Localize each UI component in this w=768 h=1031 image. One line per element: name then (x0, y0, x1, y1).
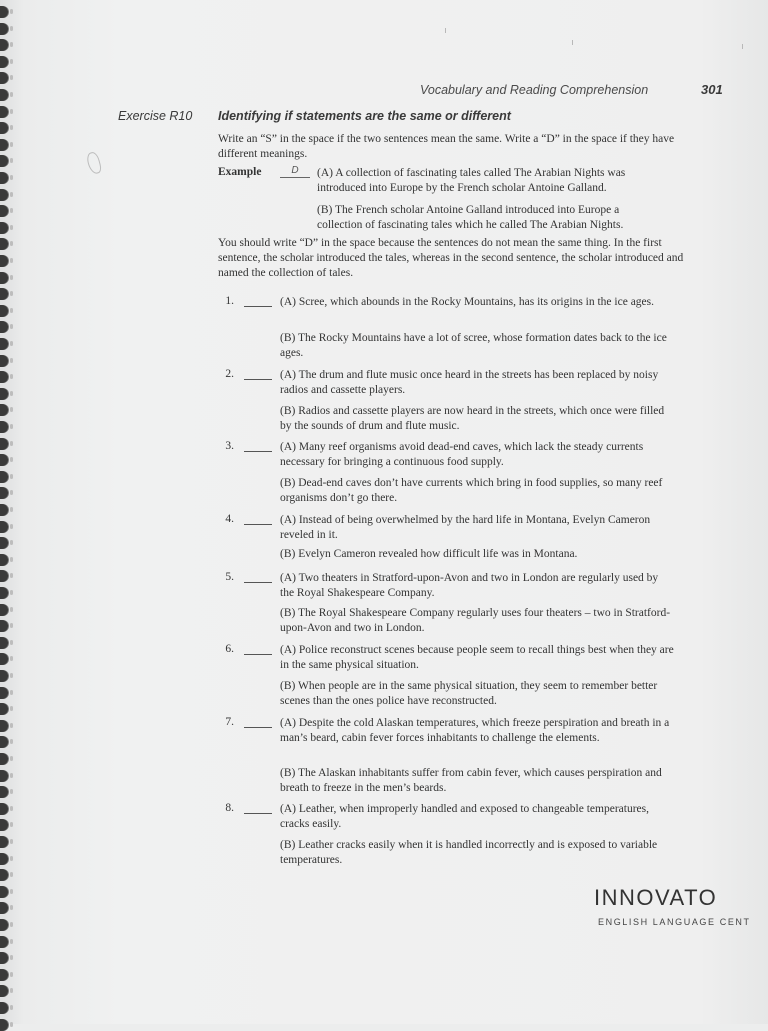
binding-ring (0, 521, 8, 533)
binding-hole (10, 1022, 13, 1027)
binding-hole (10, 175, 13, 180)
binding-hole (10, 590, 13, 595)
binding-hole (10, 839, 13, 844)
binding-hole (10, 92, 13, 97)
binding-hole (10, 922, 13, 927)
binding-hole (10, 142, 13, 147)
question-number: 3. (225, 440, 234, 452)
binding-ring (0, 952, 8, 964)
question-7-sentence-b: (B) The Alaskan inhabitants suffer from cabin fever, which causes perspiration and breath to freeze in the men’s beards. (280, 767, 662, 794)
binding-ring (0, 155, 8, 167)
binding-hole (10, 258, 13, 263)
binding-ring (0, 670, 8, 682)
scan-speck (742, 44, 743, 49)
binding-ring (0, 189, 8, 201)
binding-ring (0, 1019, 8, 1031)
binding-hole (10, 656, 13, 661)
binding-ring (0, 122, 8, 134)
binding-ring (0, 388, 8, 400)
question-4-sentence-b: (B) Evelyn Cameron revealed how difficult life was in Montana. (280, 548, 578, 560)
binding-hole (10, 374, 13, 379)
example-explanation: You should write “D” in the space because the sentences do not mean the same thing. In the first sentence, the scholar introduced the tales, whereas in the second sentence, the scholar introduced and named the collection of tales. (218, 237, 684, 279)
binding-ring (0, 703, 8, 715)
binding-ring (0, 288, 8, 300)
binding-hole (10, 773, 13, 778)
binding-hole (10, 42, 13, 47)
page-number: 301 (701, 82, 723, 97)
binding-ring (0, 985, 8, 997)
answer-blank[interactable] (244, 813, 272, 814)
binding-hole (10, 673, 13, 678)
binding-ring (0, 570, 8, 582)
binding-ring (0, 106, 8, 118)
question-1-sentence-a: (A) Scree, which abounds in the Rocky Mountains, has its origins in the ice ages. (280, 296, 654, 308)
binding-ring (0, 487, 8, 499)
binding-hole (10, 756, 13, 761)
binding-ring (0, 438, 8, 450)
binding-hole (10, 573, 13, 578)
question-5-sentence-a: (A) Two theaters in Stratford-upon-Avon and two in London are regularly used by the Royal Shakespeare Company. (280, 572, 659, 599)
binding-hole (10, 208, 13, 213)
binding-ring (0, 1002, 8, 1014)
binding-hole (10, 341, 13, 346)
binding-ring (0, 720, 8, 732)
binding-hole (10, 822, 13, 827)
binding-hole (10, 125, 13, 130)
binding-ring (0, 172, 8, 184)
binding-ring (0, 836, 8, 848)
binding-hole (10, 690, 13, 695)
binding-hole (10, 939, 13, 944)
binding-ring (0, 786, 8, 798)
binding-hole (10, 507, 13, 512)
binding-hole (10, 407, 13, 412)
binding-ring (0, 404, 8, 416)
binding-hole (10, 490, 13, 495)
question-4-sentence-a: (A) Instead of being overwhelmed by the hard life in Montana, Evelyn Cameron reveled in it. (280, 514, 651, 541)
binding-ring (0, 305, 8, 317)
binding-ring (0, 255, 8, 267)
answer-blank[interactable] (244, 379, 272, 380)
binding-ring (0, 936, 8, 948)
example-sentence-a: (A) A collection of fascinating tales called The Arabian Nights was introduced into Europe by the French scholar Antoine Galland. (317, 167, 626, 194)
brand-subtitle: ENGLISH LANGUAGE CENT (598, 917, 751, 927)
binding-hole (10, 324, 13, 329)
binding-ring (0, 853, 8, 865)
binding-hole (10, 109, 13, 114)
question-6-sentence-b: (B) When people are in the same physical situation, they seem to remember better scenes than the ones police have reconstructed. (280, 680, 658, 707)
binding-hole (10, 557, 13, 562)
binding-hole (10, 806, 13, 811)
binding-ring (0, 919, 8, 931)
binding-ring (0, 886, 8, 898)
scan-speck (572, 40, 573, 45)
binding-ring (0, 6, 8, 18)
binding-hole (10, 706, 13, 711)
binding-ring (0, 371, 8, 383)
binding-ring (0, 819, 8, 831)
question-1-sentence-b: (B) The Rocky Mountains have a lot of scree, whose formation dates back to the ice ages. (280, 332, 667, 359)
answer-blank[interactable] (244, 727, 272, 728)
binding-hole (10, 640, 13, 645)
answer-blank[interactable] (244, 582, 272, 583)
binding-ring (0, 39, 8, 51)
example-sentence-b: (B) The French scholar Antoine Galland introduced into Europe a collection of fascinating tales which he called The Arabian Nights. (317, 204, 624, 231)
exercise-instructions: Write an “S” in the space if the two sentences mean the same. Write a “D” in the space if they have different meanings. (218, 133, 675, 160)
binding-hole (10, 75, 13, 80)
binding-hole (10, 275, 13, 280)
question-7-sentence-a: (A) Despite the cold Alaskan temperatures, which freeze perspiration and breath in a man’s beard, cabin fever forces inhabitants to challenge the elements. (280, 717, 670, 744)
binding-ring (0, 587, 8, 599)
binding-ring (0, 421, 8, 433)
binding-hole (10, 26, 13, 31)
binding-ring (0, 205, 8, 217)
binding-ring (0, 321, 8, 333)
binding-hole (10, 225, 13, 230)
binding-ring (0, 454, 8, 466)
binding-hole (10, 241, 13, 246)
binding-hole (10, 441, 13, 446)
answer-blank[interactable] (244, 654, 272, 655)
binding-hole (10, 358, 13, 363)
question-number: 8. (225, 802, 234, 814)
binding-hole (10, 59, 13, 64)
binding-hole (10, 988, 13, 993)
question-2-sentence-a: (A) The drum and flute music once heard in the streets has been replaced by noisy radios and cassette players. (280, 369, 659, 396)
binding-hole (10, 889, 13, 894)
binding-hole (10, 955, 13, 960)
answer-blank[interactable] (244, 524, 272, 525)
binding-hole (10, 739, 13, 744)
question-number: 1. (225, 295, 234, 307)
scan-speck (445, 28, 446, 33)
binding-ring (0, 537, 8, 549)
binding-ring (0, 902, 8, 914)
binding-ring (0, 238, 8, 250)
question-number: 2. (225, 368, 234, 380)
binding-hole (10, 424, 13, 429)
binding-ring (0, 72, 8, 84)
running-head: Vocabulary and Reading Comprehension (420, 83, 649, 97)
binding-hole (10, 457, 13, 462)
binding-hole (10, 291, 13, 296)
binding-ring (0, 222, 8, 234)
question-8-sentence-a: (A) Leather, when improperly handled and exposed to changeable temperatures, cracks easily. (280, 803, 649, 830)
question-number: 5. (225, 571, 234, 583)
binding-ring (0, 653, 8, 665)
binding-ring (0, 272, 8, 284)
binding-ring (0, 969, 8, 981)
binding-ring (0, 620, 8, 632)
binding-hole (10, 474, 13, 479)
question-6-sentence-a: (A) Police reconstruct scenes because people seem to recall things best when they are in the same physical situation. (280, 644, 674, 671)
binding-hole (10, 789, 13, 794)
binding-hole (10, 623, 13, 628)
binding-ring (0, 736, 8, 748)
binding-ring (0, 89, 8, 101)
binding-hole (10, 158, 13, 163)
binding-ring (0, 753, 8, 765)
binding-hole (10, 872, 13, 877)
binding-ring (0, 687, 8, 699)
binding-hole (10, 524, 13, 529)
binding-ring (0, 338, 8, 350)
exercise-label: Exercise R10 (118, 109, 193, 123)
binding-hole (10, 856, 13, 861)
binding-ring (0, 23, 8, 35)
binding-ring (0, 56, 8, 68)
binding-ring (0, 770, 8, 782)
example-answer: D (280, 164, 310, 178)
binding-hole (10, 723, 13, 728)
exercise-title: Identifying if statements are the same or different (218, 109, 511, 123)
binding-hole (10, 192, 13, 197)
spiral-binding (0, 0, 14, 1024)
pencil-mark (85, 151, 102, 175)
question-number: 4. (225, 513, 234, 525)
binding-ring (0, 471, 8, 483)
binding-hole (10, 972, 13, 977)
binding-ring (0, 355, 8, 367)
question-5-sentence-b: (B) The Royal Shakespeare Company regularly uses four theaters – two in Stratford-upon-Avon and two in London. (280, 607, 671, 634)
binding-hole (10, 9, 13, 14)
answer-blank[interactable] (244, 306, 272, 307)
binding-ring (0, 803, 8, 815)
binding-ring (0, 637, 8, 649)
question-2-sentence-b: (B) Radios and cassette players are now heard in the streets, which once were filled by the sounds of drum and flute music. (280, 405, 665, 432)
question-3-sentence-b: (B) Dead-end caves don’t have currents which bring in food supplies, so many reef organisms don’t go there. (280, 477, 663, 504)
example-label: Example (218, 166, 262, 178)
binding-ring (0, 139, 8, 151)
question-number: 7. (225, 716, 234, 728)
binding-ring (0, 604, 8, 616)
brand-logo-text: INNOVATO (594, 885, 718, 910)
binding-hole (10, 540, 13, 545)
binding-hole (10, 308, 13, 313)
binding-hole (10, 391, 13, 396)
question-number: 6. (225, 643, 234, 655)
binding-hole (10, 1005, 13, 1010)
binding-hole (10, 607, 13, 612)
question-3-sentence-a: (A) Many reef organisms avoid dead-end caves, which lack the steady currents necessary for bringing a continuous food supply. (280, 441, 644, 468)
binding-ring (0, 869, 8, 881)
answer-blank[interactable] (244, 451, 272, 452)
binding-hole (10, 905, 13, 910)
binding-ring (0, 554, 8, 566)
binding-ring (0, 504, 8, 516)
question-8-sentence-b: (B) Leather cracks easily when it is handled incorrectly and is exposed to variable temperatures. (280, 839, 658, 866)
